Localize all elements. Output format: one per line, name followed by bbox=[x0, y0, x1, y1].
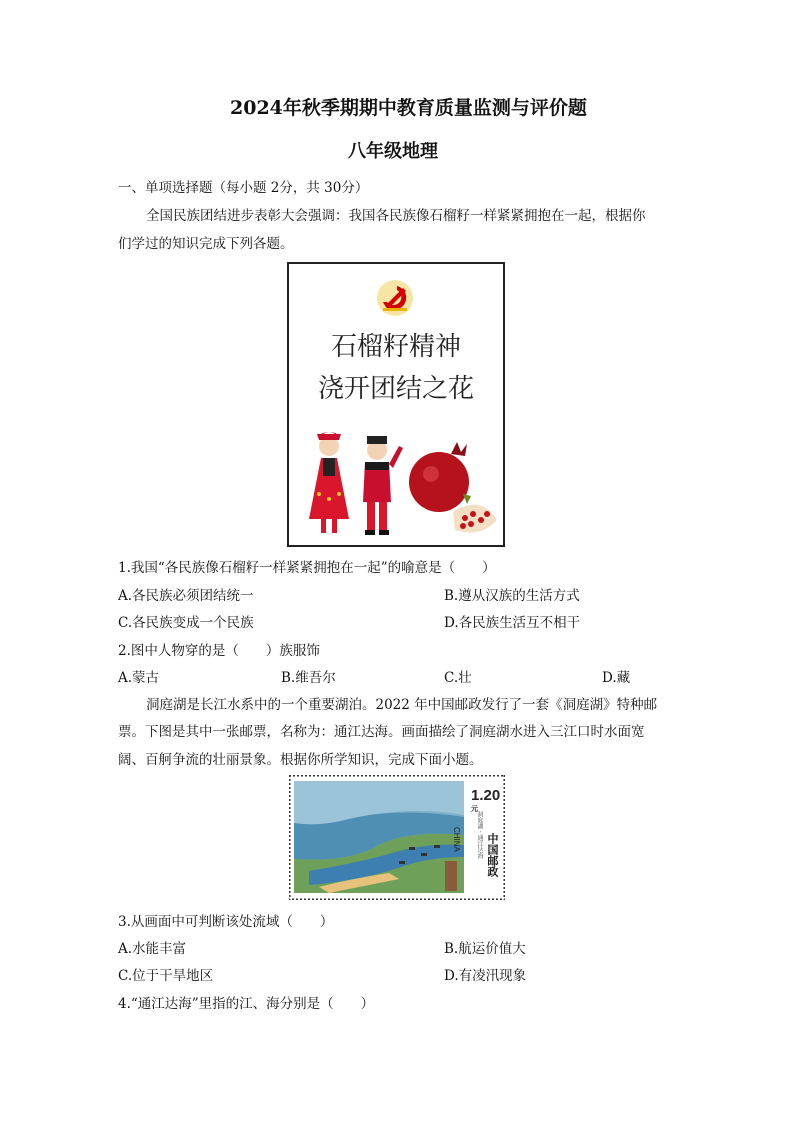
poster-line1: 石榴籽精神 bbox=[330, 332, 461, 362]
q2-option-c: C.壮 bbox=[444, 670, 472, 686]
poster-line2: 浇开团结之花 bbox=[317, 374, 474, 404]
page-title: 2024年秋季期期中教育质量监测与评价题 bbox=[230, 97, 587, 119]
stamp-country: CHINA bbox=[452, 827, 461, 852]
q1-option-c: C.各民族变成一个民族 bbox=[118, 615, 254, 631]
q2-option-b: B.维吾尔 bbox=[281, 670, 336, 686]
stamp-post: 中国邮政 bbox=[486, 833, 499, 877]
stamp-value-unit: 元 bbox=[471, 806, 478, 813]
intro2-line2: 票。下图是其中一张邮票，名称为：通江达海。画面描绘了洞庭湖水进入三江口时水面宽 bbox=[118, 724, 645, 740]
pomegranate-illustration bbox=[401, 434, 501, 544]
q3-option-c: C.位于干旱地区 bbox=[118, 968, 214, 984]
page-subtitle: 八年级地理 bbox=[348, 141, 438, 162]
q3-option-b: B.航运价值大 bbox=[444, 941, 526, 957]
q3-option-d: D.有凌汛现象 bbox=[444, 968, 527, 984]
q1-option-b: B.遵从汉族的生活方式 bbox=[444, 588, 580, 604]
intro2-line1: 洞庭湖是长江水系中的一个重要湖泊。2022 年中国邮政发行了一套《洞庭湖》特种邮 bbox=[146, 697, 658, 713]
stamp-value-number: 1.20 bbox=[471, 787, 501, 804]
q1-stem: 1.我国“各民族像石榴籽一样紧紧拥抱在一起”的喻意是（ ） bbox=[118, 560, 496, 576]
q2-option-d: D.藏 bbox=[602, 670, 631, 686]
intro2-line3: 阔、百舸争流的壮丽景象。根据你所学知识，完成下面小题。 bbox=[118, 752, 483, 768]
unity-poster bbox=[287, 262, 505, 547]
ethnic-couple-illustration bbox=[299, 424, 409, 544]
dongting-stamp bbox=[289, 775, 505, 900]
q4-stem: 4.“通江达海”里指的江、海分别是（ ） bbox=[118, 996, 375, 1012]
q1-option-a: A.各民族必须团结统一 bbox=[118, 588, 254, 604]
q1-option-d: D.各民族生活互不相干 bbox=[444, 615, 581, 631]
party-emblem-icon bbox=[375, 278, 415, 318]
stamp-caption: 洞庭湖 · 通江达海 bbox=[476, 811, 483, 859]
q3-option-a: A.水能丰富 bbox=[118, 941, 187, 957]
q3-stem: 3.从画面中可判断该处流域（ ） bbox=[118, 914, 334, 930]
intro1-line2: 们学过的知识完成下列各题。 bbox=[118, 236, 294, 252]
q2-stem: 2.图中人物穿的是（ ）族服饰 bbox=[118, 643, 320, 659]
intro1-line1: 全国民族团结进步表彰大会强调：我国各民族像石榴籽一样紧紧拥抱在一起，根据你 bbox=[146, 208, 646, 224]
q2-option-a: A.蒙古 bbox=[118, 670, 160, 686]
section-heading: 一、单项选择题（每小题 2分，共 30分） bbox=[118, 180, 369, 196]
